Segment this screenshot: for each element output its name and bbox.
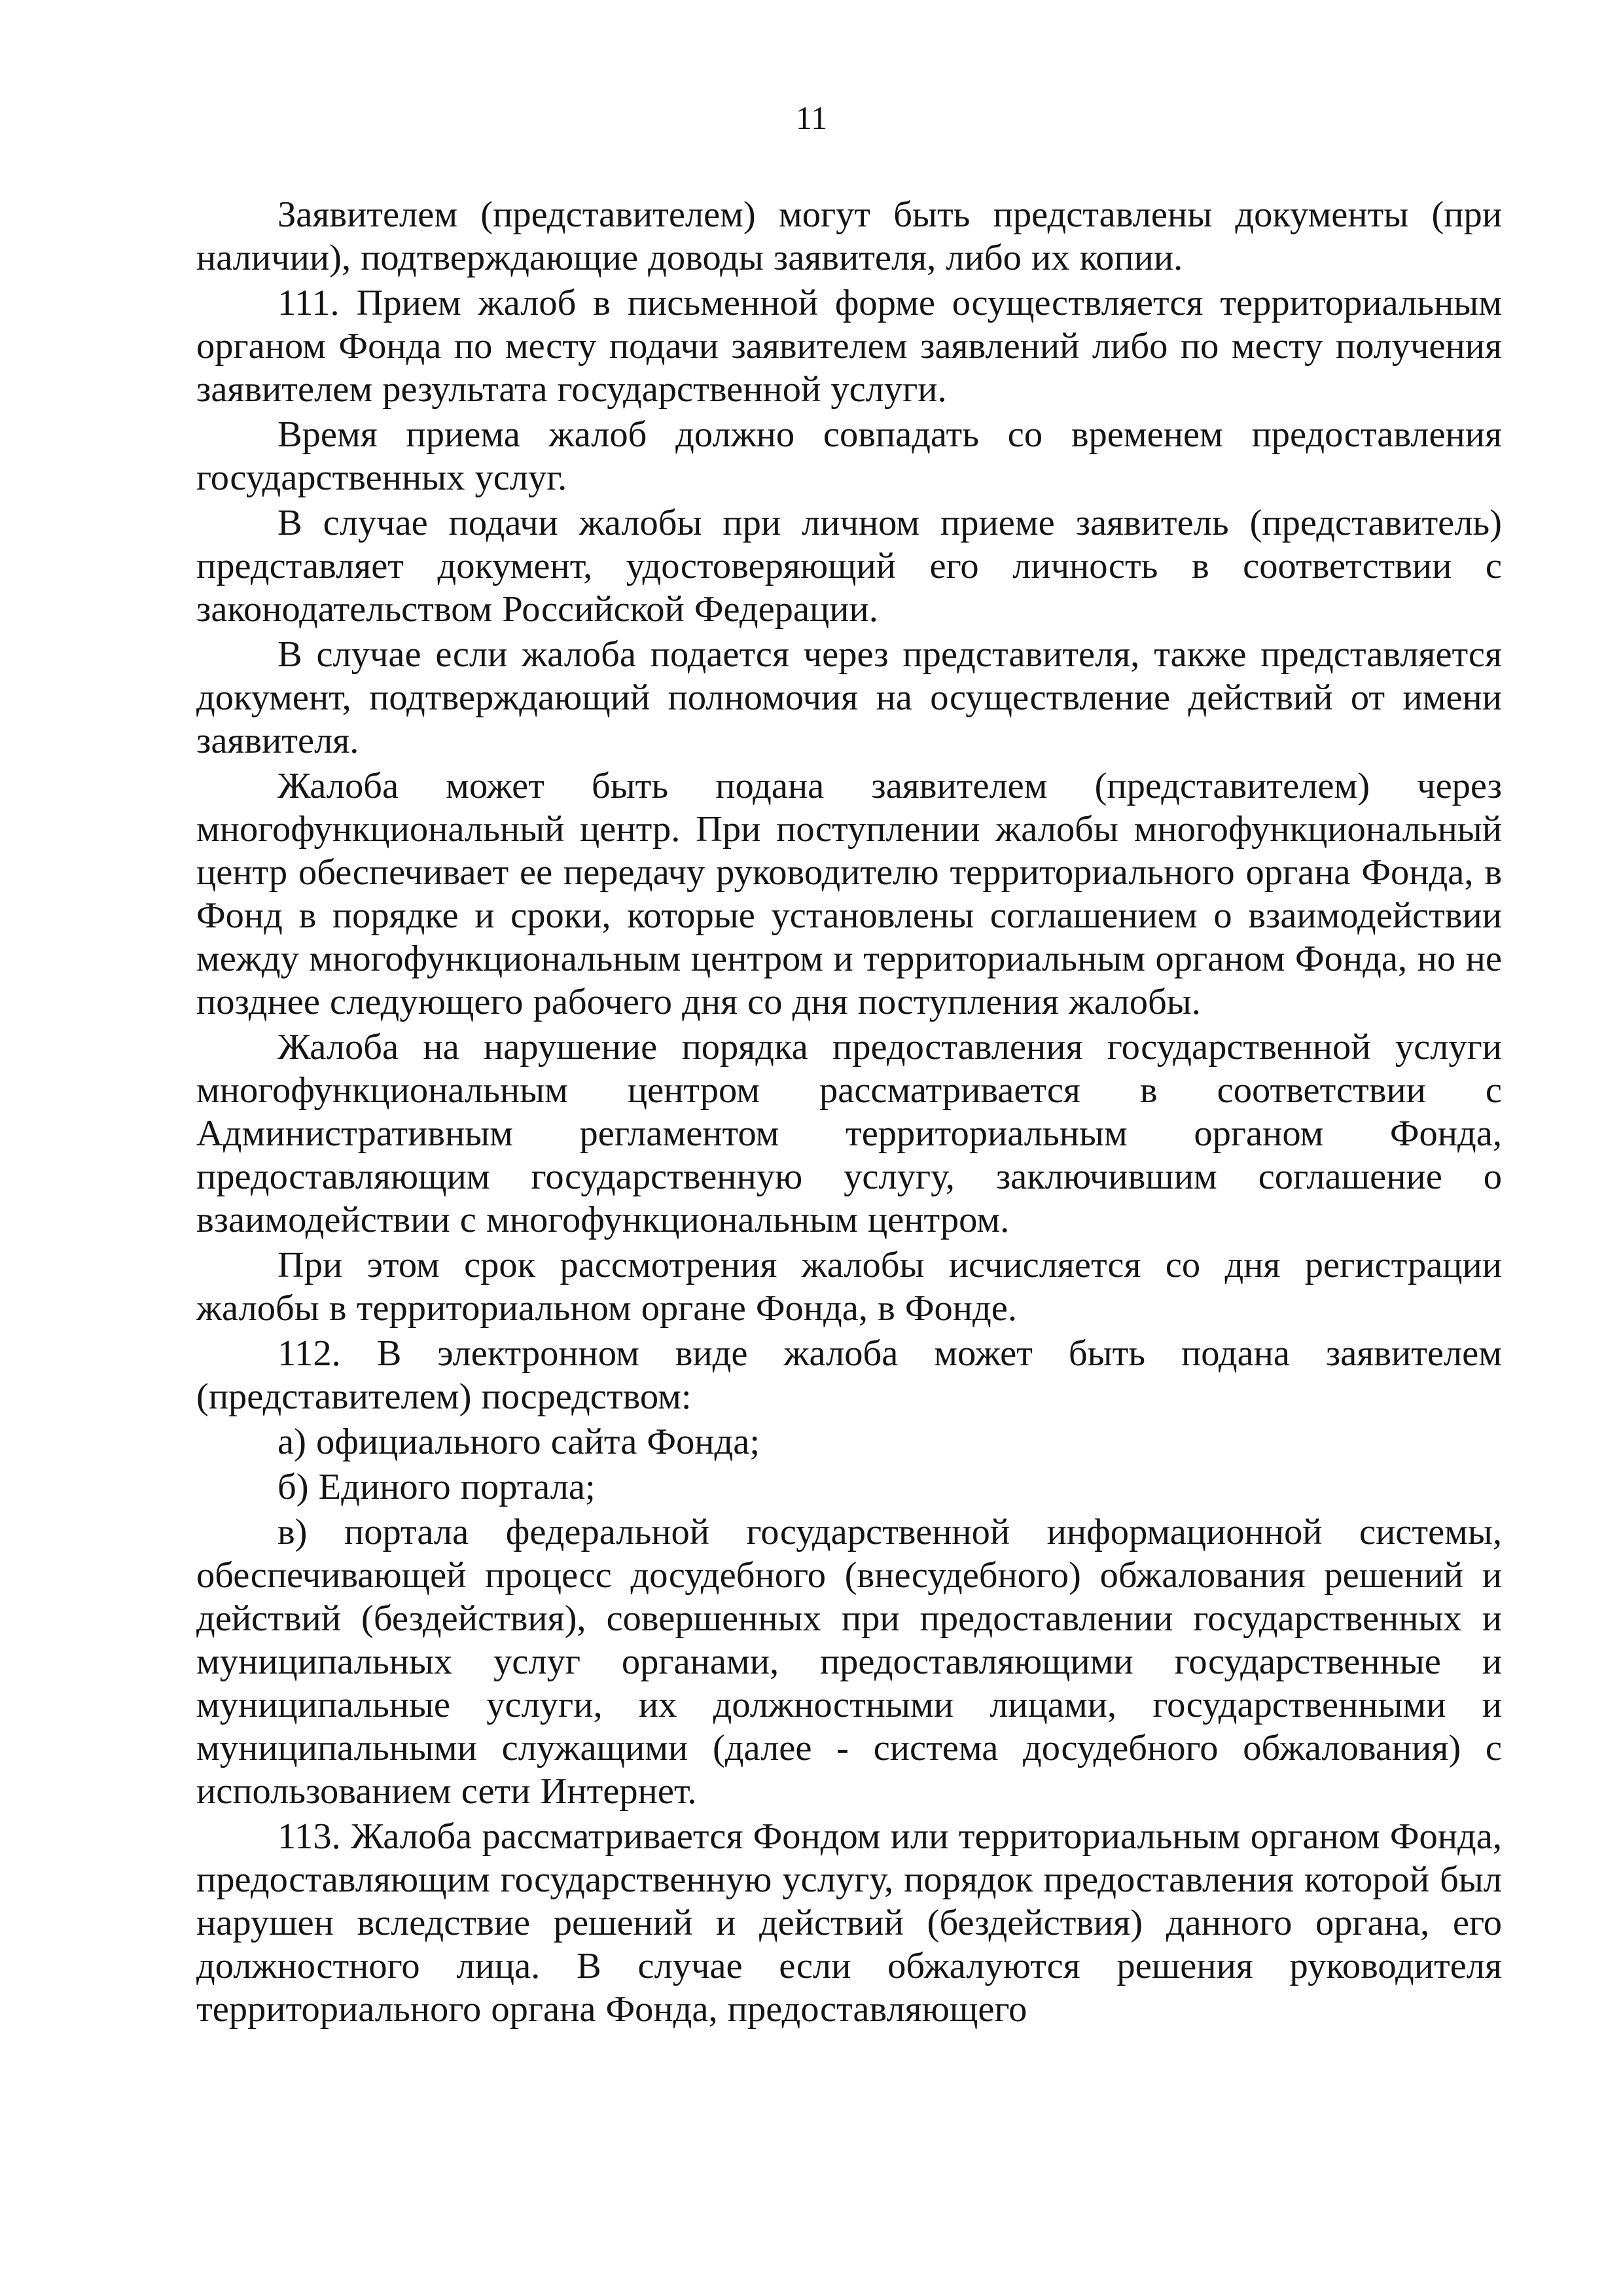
list-item-a: а) официального сайта Фонда;	[277, 1422, 760, 1462]
paragraph-multifunctional-center: Жалоба может быть подана заявителем (представителем) через многофункциональный центр. При поступлении жалобы многофункциональный центр обеспечивает ее передачу руководителю территориального органа Фонда, в Фонд в порядке и сроки, которые установлены соглашением о взаимодействии между многофункциональным центром и территориальным органом Фонда, но не позднее следующего рабочего дня со дня поступления жалобы.	[196, 766, 1502, 1022]
document-body	[196, 193, 1502, 2031]
paragraph-supporting-documents: Заявителем (представителем) могут быть представлены документы (при наличии), подтверждающие доводы заявителя, либо их копии.	[196, 194, 1502, 278]
paragraph-113-review: 113. Жалоба рассматривается Фондом или территориальным органом Фонда, предоставляющим государственную услугу, порядок предоставления которой был нарушен вследствие решений и действий (бездействия) данного органа, его должностного лица. В случае если обжалуются решения руководителя территориального органа Фонда, предоставляющего	[196, 1816, 1502, 2030]
page-number: 11	[795, 99, 828, 136]
list-item-b: б) Единого портала;	[277, 1467, 596, 1507]
paragraph-personal-reception: В случае подачи жалобы при личном приеме заявитель (представитель) представляет документ, удостоверяющий его личность в соответствии с законодательством Российской Федерации.	[196, 503, 1502, 630]
paragraph-reception-time: Время приема жалоб должно совпадать со временем предоставления государственных услуг.	[196, 414, 1502, 498]
paragraph-review-period: При этом срок рассмотрения жалобы исчисляется со дня регистрации жалобы в территориальном органе Фонда, в Фонде.	[196, 1245, 1502, 1329]
paragraph-112-electronic: 112. В электронном виде жалоба может быть подана заявителем (представителем) посредством:	[196, 1333, 1502, 1417]
paragraph-mfc-violation: Жалоба на нарушение порядка предоставления государственной услуги многофункциональным центром рассматривается в соответствии с Административным регламентом территориальным органом Фонда, предоставляющим государственную услугу, заключившим соглашение о взаимодействии с многофункциональным центром.	[196, 1027, 1502, 1240]
paragraph-111-written-complaints: 111. Прием жалоб в письменной форме осуществляется территориальным органом Фонда по месту подачи заявителем заявлений либо по месту получения заявителем результата государственной услуги.	[196, 283, 1502, 410]
paragraph-representative: В случае если жалоба подается через представителя, также представляется документ, подтверждающий полномочия на осуществление действий от имени заявителя.	[196, 634, 1502, 761]
list-item-c: в) портала федеральной государственной информационной системы, обеспечивающей процесс досудебного (внесудебного) обжалования решений и действий (бездействия), совершенных при предоставлении государственных и муниципальных услуг органами, предоставляющими государственные и муниципальные услуги, их должностными лицами, государственными и муниципальными служащими (далее - система досудебного обжалования) с использованием сети Интернет.	[196, 1512, 1502, 1812]
